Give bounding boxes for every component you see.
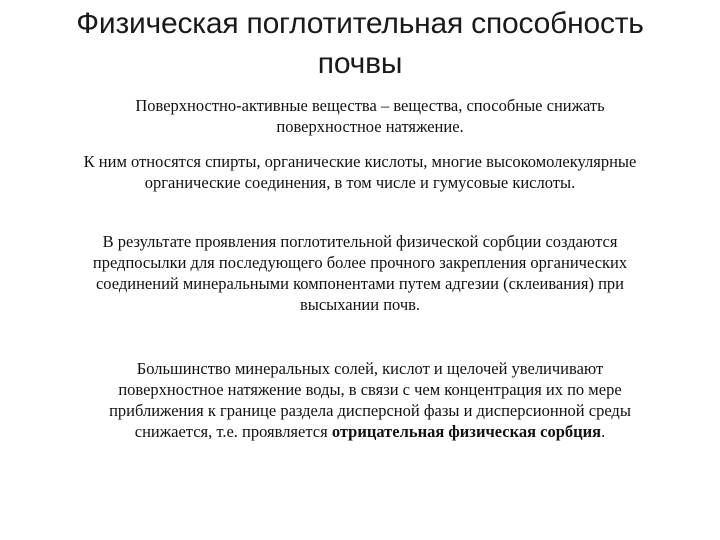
paragraph-negative-sorption: [40, 358, 700, 442]
paragraph-sorption-result: [20, 231, 700, 315]
paragraph-4-line-3: приближения к границе раздела дисперсной фазы и дисперсионной среды: [109, 401, 631, 420]
paragraph-2-line-1: К ним относятся спирты, органические кислоты, многие высокомолекулярные: [83, 152, 637, 171]
paragraph-4-line-4-prefix: снижается, т.е. проявляется: [134, 422, 332, 441]
slide-title-line-1: Физическая поглотительная способность: [76, 7, 644, 40]
paragraph-2-line-2: органические соединения, в том числе и гумусовые кислоты.: [144, 173, 576, 192]
paragraph-4-line-4: [40, 421, 700, 442]
paragraph-4-line-1: Большинство минеральных солей, кислот и щелочей увеличивают: [136, 359, 604, 378]
paragraph-3-line-4: высыхании почв.: [299, 295, 421, 314]
paragraph-1-line-1: Поверхностно-активные вещества – вещества, способные снижать: [135, 96, 605, 115]
negative-sorption-term: отрицательная физическая сорбция: [331, 422, 602, 441]
paragraph-surfactants-definition: [40, 95, 700, 137]
paragraph-surfactants-examples: [10, 151, 710, 193]
paragraph-3-line-2: предпосылки для последующего более прочного закрепления органических: [92, 253, 628, 272]
paragraph-4-line-2: поверхностное натяжение воды, в связи с чем концентрация их по мере: [118, 380, 622, 399]
slide-title: [20, 4, 700, 84]
paragraph-3-line-1: В результате проявления поглотительной физической сорбции создаются: [102, 232, 618, 251]
paragraph-3-line-3: соединений минеральными компонентами путем адгезии (склеивания) при: [95, 274, 625, 293]
paragraph-4-line-4-suffix: .: [601, 422, 606, 441]
paragraph-1-line-2: поверхностное натяжение.: [276, 117, 464, 136]
slide-title-line-2: почвы: [317, 47, 403, 80]
